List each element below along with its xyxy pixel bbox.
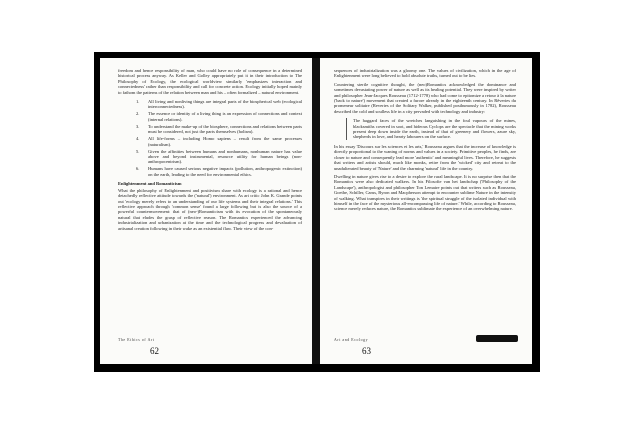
body-paragraph: What the philosophy of Enlightenment and positivism share with ecology is a rational and hence detachedly reflective attitude towards the ('natural') environment. As art critic John K. Grande points out 'ecology merely refers to an understanding of our life systems and their integral relations.' This reflective approach through 'common sense' found a large following but is also the source of a powerful countermovement: that of (neo-)Romanticism with its evocation of the spontaneously natural that eludes the grasp of reflective reason. The Romantics experienced the advancing industrialization and urbanization at the time and the technological progress and devaluation of artisanal creation following in their wake as an existential flaw. Their view of the con-: [118, 187, 302, 231]
right-page: [320, 58, 532, 364]
body-paragraph: Dwelling in nature gives rise to a desire to explore the rural landscape. It is no surprise then that the Romantics were also dedicated walkers. In his Filosofie van het landschap ('Philosophy of the Landscape'), anthropologist and philosopher Ton Lemaire points out that writers such as Rousseau, Goethe, Schiller, Carus, Byron and Macpherson attempt to encounter sublime Nature in the intensity of walking. What transpires in their writings is 'the spiritual struggle of the isolated individual with himself in the face of the mysterious all-encompassing life of nature.' While, according to Rousseau, science merely reduces nature, the Romantics sublimate the experience of an overwhelming nature.: [334, 173, 516, 212]
running-head: Art and Ecology: [334, 338, 369, 342]
list-item: 2. The essence or identity of a living thing is an expression of connections and context (internal relations).: [136, 111, 302, 122]
principles-list: [118, 99, 302, 177]
list-item: 6. Humans have caused serious negative impacts (pollution, anthropogenic extinction) on the earth, leading to the need for environmental ethics.: [136, 166, 302, 177]
list-item: 4. All life-forms – including Homo sapiens – result from the same processes (naturalism).: [136, 136, 302, 147]
right-page-text: [334, 68, 516, 215]
left-page-text: [118, 68, 302, 234]
section-heading: Enlightenment and Romanticism: [118, 181, 182, 187]
left-page: [100, 58, 312, 364]
list-item: 1. All living and nonliving things are integral parts of the biospherical web (ecological interconnectedness).: [136, 99, 302, 110]
list-item: 5. Given the affinities between humans and nonhumans, nonhuman nature has value above and beyond instrumental, resource utility for human beings (non-anthropocentrism).: [136, 148, 302, 165]
redaction-bar: [476, 335, 518, 342]
book-gutter: [312, 58, 320, 364]
body-paragraph: In his essay 'Discours sur les sciences et les arts,' Rousseau argues that the increase of knowledge is directly proportional to the waning of norms and values in a society. Primitive peoples, he finds, are closer to nature and consequently lead more 'authentic' and meaningful lives. Therefore, he suggests that writers and artists should, much like monks, retire from the 'wicked' city and retreat to the unadulterated beauty of 'Nature' and the charming 'natural' life in the country.: [334, 143, 516, 171]
body-paragraph: sequences of industrialization was a gloomy one. The values of civilization, which in the age of Enlightenment were long believed to hold absolute truths, turned out to be lies.: [334, 68, 516, 79]
block-quote: The haggard faces of the wretches languishing in the foul vapours of the mines, blacksmiths covered in soot, and hideous Cyclops are the spectacle that the mining works present deep down inside the earth, instead of that of greenery and flowers, azure sky, shepherds in love, and hearty labourers on the surface.: [346, 118, 516, 140]
page-number: 62: [150, 346, 159, 356]
list-item: 3. To understand the make-up of the biosphere, connections and relations between parts must be considered, not just the parts themselves (holism).: [136, 123, 302, 135]
intro-paragraph: freedom and hence responsibility of man, who could have no role of consequence in a determined historical process anyway. As Keller and Golley appropriately put it in their introduction to The Philosophy of Ecology, the ecological worldview similarly 'emphasizes interaction and connectedness' rather than responsibility and call for concrete action. Ecology initially hoped mainly to fathom the patterns of the relation between man and his – often formalized – natural environment.: [118, 68, 302, 95]
book-spread: [94, 52, 540, 372]
running-head: The Ethics of Art: [118, 338, 155, 342]
page-number: 63: [362, 346, 371, 356]
body-paragraph: Countering sterile cognitive thought, the (neo)Romantics acknowledged the dominance and sometimes devastating power of nature as well as its healing potential. They were inspired by writer and philosopher Jean-Jacques Rousseau (1712-1778) who had come to epitomize a retour à la nature ('back to nature') movement that created a furore already in the eighteenth century. In Rêveries du promeneur solitaire (Reveries of the Solitary Walker, published posthumously in 1782), Rousseau described the cold and soulless life in a city pervaded with technology and industry:: [334, 81, 516, 114]
